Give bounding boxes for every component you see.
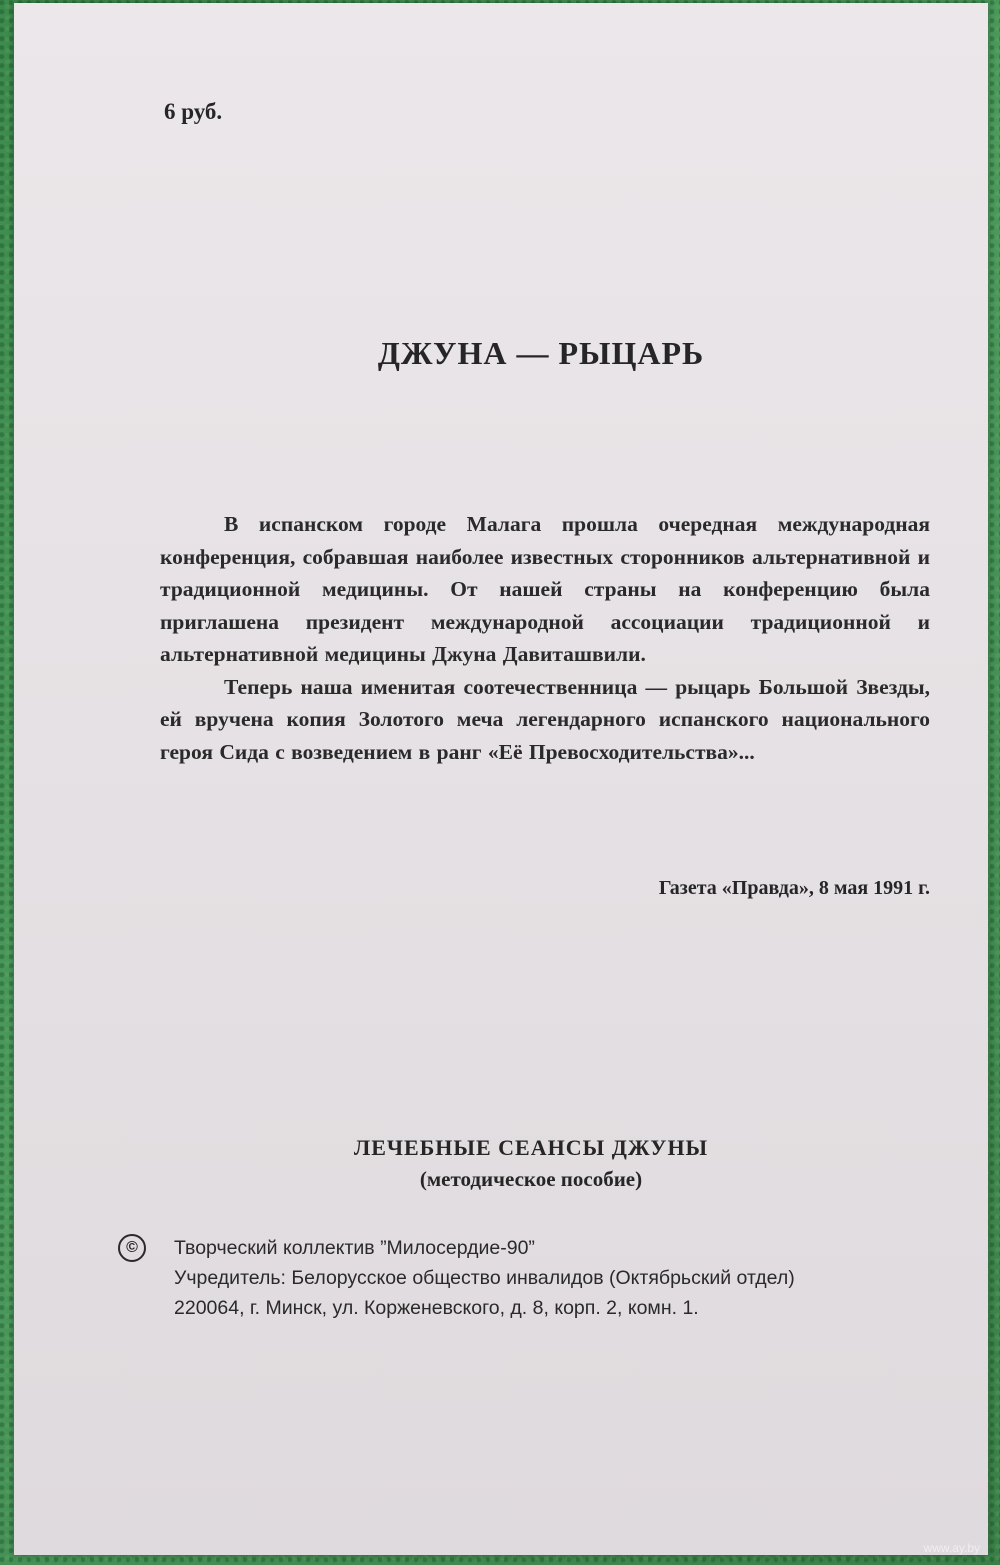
book-title: ЛЕЧЕБНЫЕ СЕАНСЫ ДЖУНЫ <box>353 1135 709 1160</box>
article-paragraph: В испанском городе Малага прошла очередная международная конференция, собравшая наиболее известных сторонников альтернативной и традиционной медицины. От нашей страны на конференцию была приглашена президент международной ассоциации традиционной и альтернативной медицины Джуна Давиташвили. <box>160 512 930 666</box>
page-title: ДЖУНА — РЫЦАРЬ <box>377 335 705 371</box>
article-source: Газета «Правда», 8 мая 1991 г. <box>658 877 930 899</box>
price-label: 6 руб. <box>164 99 223 124</box>
article-paragraph: Теперь наша именитая соотечественница — рыцарь Большой Звезды, ей вручена копия Золотого меча легендарного испанского национального героя Сида с возведением в ранг «Её Превосходительства»... <box>160 674 930 764</box>
book-subtitle: (методическое пособие) <box>419 1167 643 1191</box>
site-watermark: www.ay.by <box>923 1541 980 1555</box>
imprint-line-address: 220064, г. Минск, ул. Корженевского, д. 8, корп. 2, комн. 1. <box>174 1297 699 1319</box>
imprint-block <box>174 1233 795 1323</box>
copyright-icon: © <box>118 1234 146 1262</box>
document-page <box>14 3 988 1555</box>
article-body <box>160 508 930 768</box>
imprint-line-publisher: Творческий коллектив ”Милосердие-90” <box>174 1237 535 1259</box>
imprint-line-founder: Учредитель: Белорусское общество инвалидов (Октябрьский отдел) <box>174 1267 795 1289</box>
